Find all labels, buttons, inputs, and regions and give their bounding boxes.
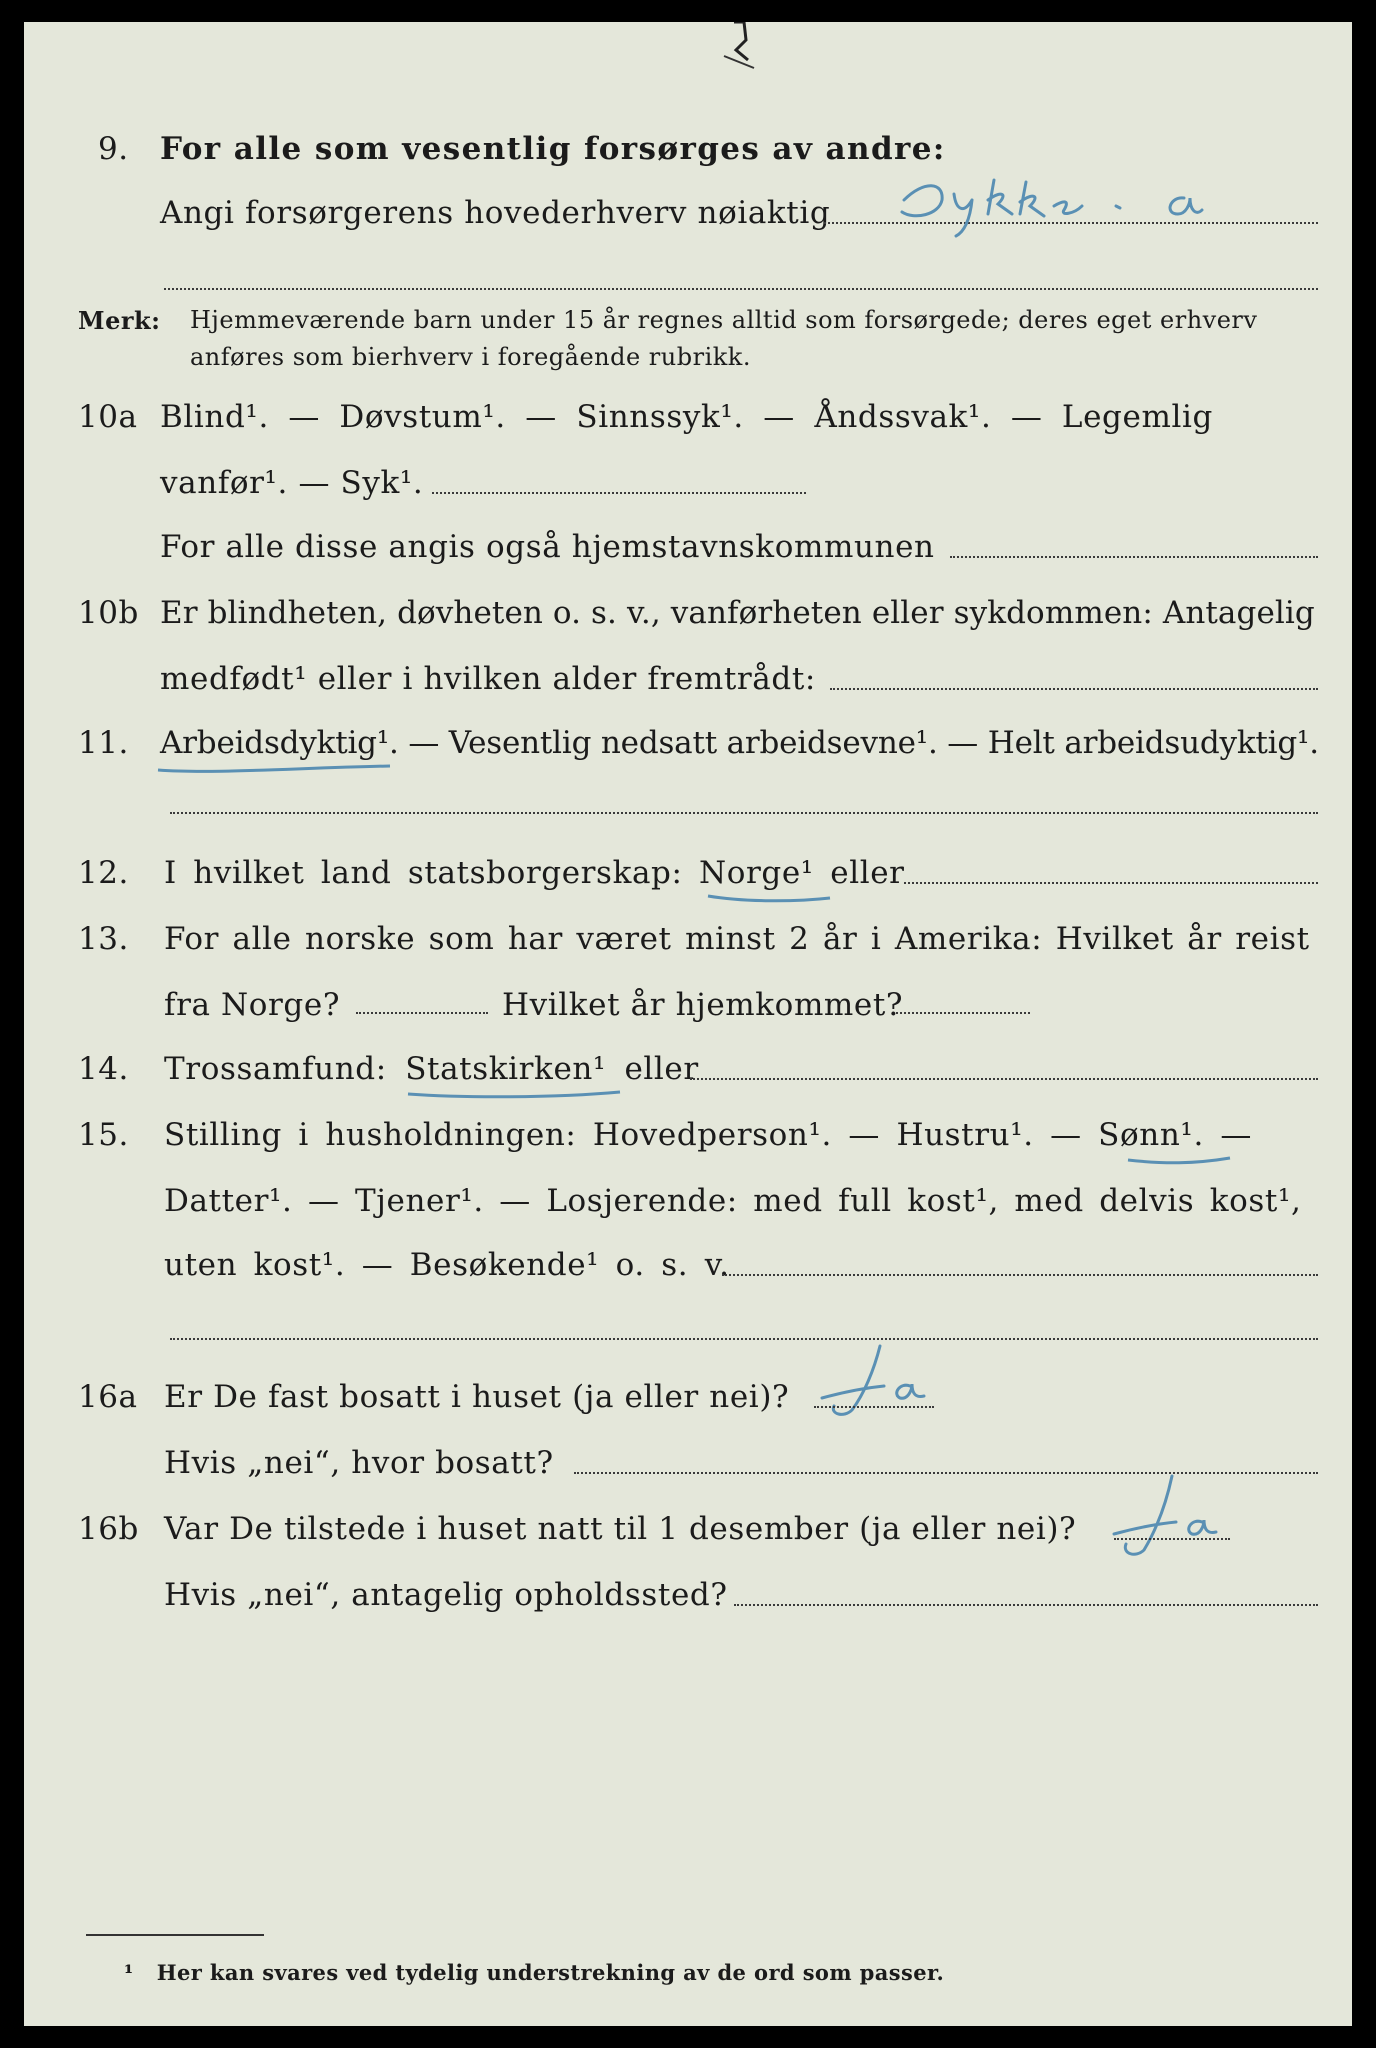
q13-return-line[interactable] <box>896 1012 1030 1014</box>
q15-number: 15. <box>78 1117 129 1153</box>
q13-line2a: fra Norge? <box>164 987 341 1023</box>
q9-number: 9. <box>98 131 129 167</box>
q10b-line1: Er blindheten, døvheten o. s. v., vanførheten eller sykdommen: Antagelig <box>160 595 1315 631</box>
q9-handwritten-answer <box>884 170 1314 240</box>
q9-line2: Angi forsørgerens hovederhverv nøiaktig <box>160 195 831 231</box>
q13-line1: For alle norske som har været minst 2 år i Amerika: Hvilket år reist <box>164 921 1310 957</box>
q9-second-line[interactable] <box>164 288 1318 290</box>
q16b-answer-line[interactable] <box>1114 1538 1230 1540</box>
q15-line3: uten kost¹. — Besøkende¹ o. s. v. <box>164 1247 730 1283</box>
merk-line2: anføres som bierhverv i foregående rubrikk. <box>190 343 751 371</box>
q11-extra-line[interactable] <box>170 812 1318 814</box>
q14-answer-line[interactable] <box>690 1078 1318 1080</box>
footnote <box>124 1960 944 1985</box>
q15-line1: Stilling i husholdningen: Hovedperson¹. — Hustru¹. — Sønn¹. — <box>164 1117 1252 1153</box>
q15-extra-line[interactable] <box>170 1338 1318 1340</box>
q12-number: 12. <box>78 855 129 891</box>
q10a-line1: Blind¹. — Døvstum¹. — Sinnssyk¹. — Åndssvak¹. — Legemlig <box>160 399 1213 435</box>
footnote-rule <box>86 1934 264 1936</box>
q16a-number: 16a <box>78 1379 138 1415</box>
q11-number: 11. <box>78 725 129 761</box>
q16b-number: 16b <box>78 1511 139 1547</box>
q16b-place-line[interactable] <box>734 1604 1318 1606</box>
q13-line2b: Hvilket år hjemkommet? <box>502 987 904 1023</box>
q10b-answer-line[interactable] <box>830 688 1318 690</box>
merk-label: Merk: <box>78 306 161 335</box>
q12-answer-underline <box>704 892 834 906</box>
merk-note <box>78 302 160 340</box>
scan-corner-mark <box>714 22 794 72</box>
q16b-line2: Hvis „nei“, antagelig opholdssted? <box>164 1577 728 1613</box>
q10a-line3: For alle disse angis også hjemstavnskommunen <box>160 529 935 565</box>
q16a-answer-line[interactable] <box>814 1406 934 1408</box>
q13-left-line[interactable] <box>356 1012 488 1014</box>
q14-answer-underline <box>404 1088 624 1102</box>
q10b-number: 10b <box>78 595 139 631</box>
q15-answer-underline <box>1124 1154 1234 1168</box>
q15-line2: Datter¹. — Tjener¹. — Losjerende: med full kost¹, med delvis kost¹, <box>164 1183 1302 1219</box>
form-page <box>24 22 1352 2026</box>
q11-answer-underline <box>154 762 394 776</box>
q12-answer-line[interactable] <box>904 882 1318 884</box>
q16a-handwritten-answer <box>814 1340 944 1420</box>
q16b-line1: Var De tilstede i huset natt til 1 desember (ja eller nei)? <box>164 1511 1077 1547</box>
q16a-line1: Er De fast bosatt i huset (ja eller nei)? <box>164 1379 790 1415</box>
q10a-line2: vanfør¹. — Syk¹. <box>160 465 424 501</box>
q16b-handwritten-answer <box>1104 1470 1234 1560</box>
q9-line1: For alle som vesentlig forsørges av andre: <box>160 131 946 167</box>
q15-answer-line[interactable] <box>722 1274 1318 1276</box>
footnote-text: Her kan svares ved tydelig understrekning av de ord som passer. <box>156 1960 945 1985</box>
q16a-line2: Hvis „nei“, hvor bosatt? <box>164 1445 554 1481</box>
footnote-marker: ¹ <box>124 1960 134 1985</box>
q14-number: 14. <box>78 1051 129 1087</box>
q10b-line2: medfødt¹ eller i hvilken alder fremtrådt: <box>160 661 816 697</box>
q10a-municipality-line[interactable] <box>950 556 1318 558</box>
q14-text: Trossamfund: Statskirken¹ eller <box>164 1051 699 1087</box>
q12-text: I hvilket land statsborgerskap: Norge¹ eller <box>164 855 905 891</box>
merk-line1: Hjemmeværende barn under 15 år regnes alltid som forsørgede; deres eget erhverv <box>190 306 1258 334</box>
q13-number: 13. <box>78 921 129 957</box>
q10a-sick-line[interactable] <box>432 492 806 494</box>
q10a-number: 10a <box>78 399 138 435</box>
q11-text: Arbeidsdyktig¹. — Vesentlig nedsatt arbeidsevne¹. — Helt arbeidsudyktig¹. <box>160 725 1319 761</box>
